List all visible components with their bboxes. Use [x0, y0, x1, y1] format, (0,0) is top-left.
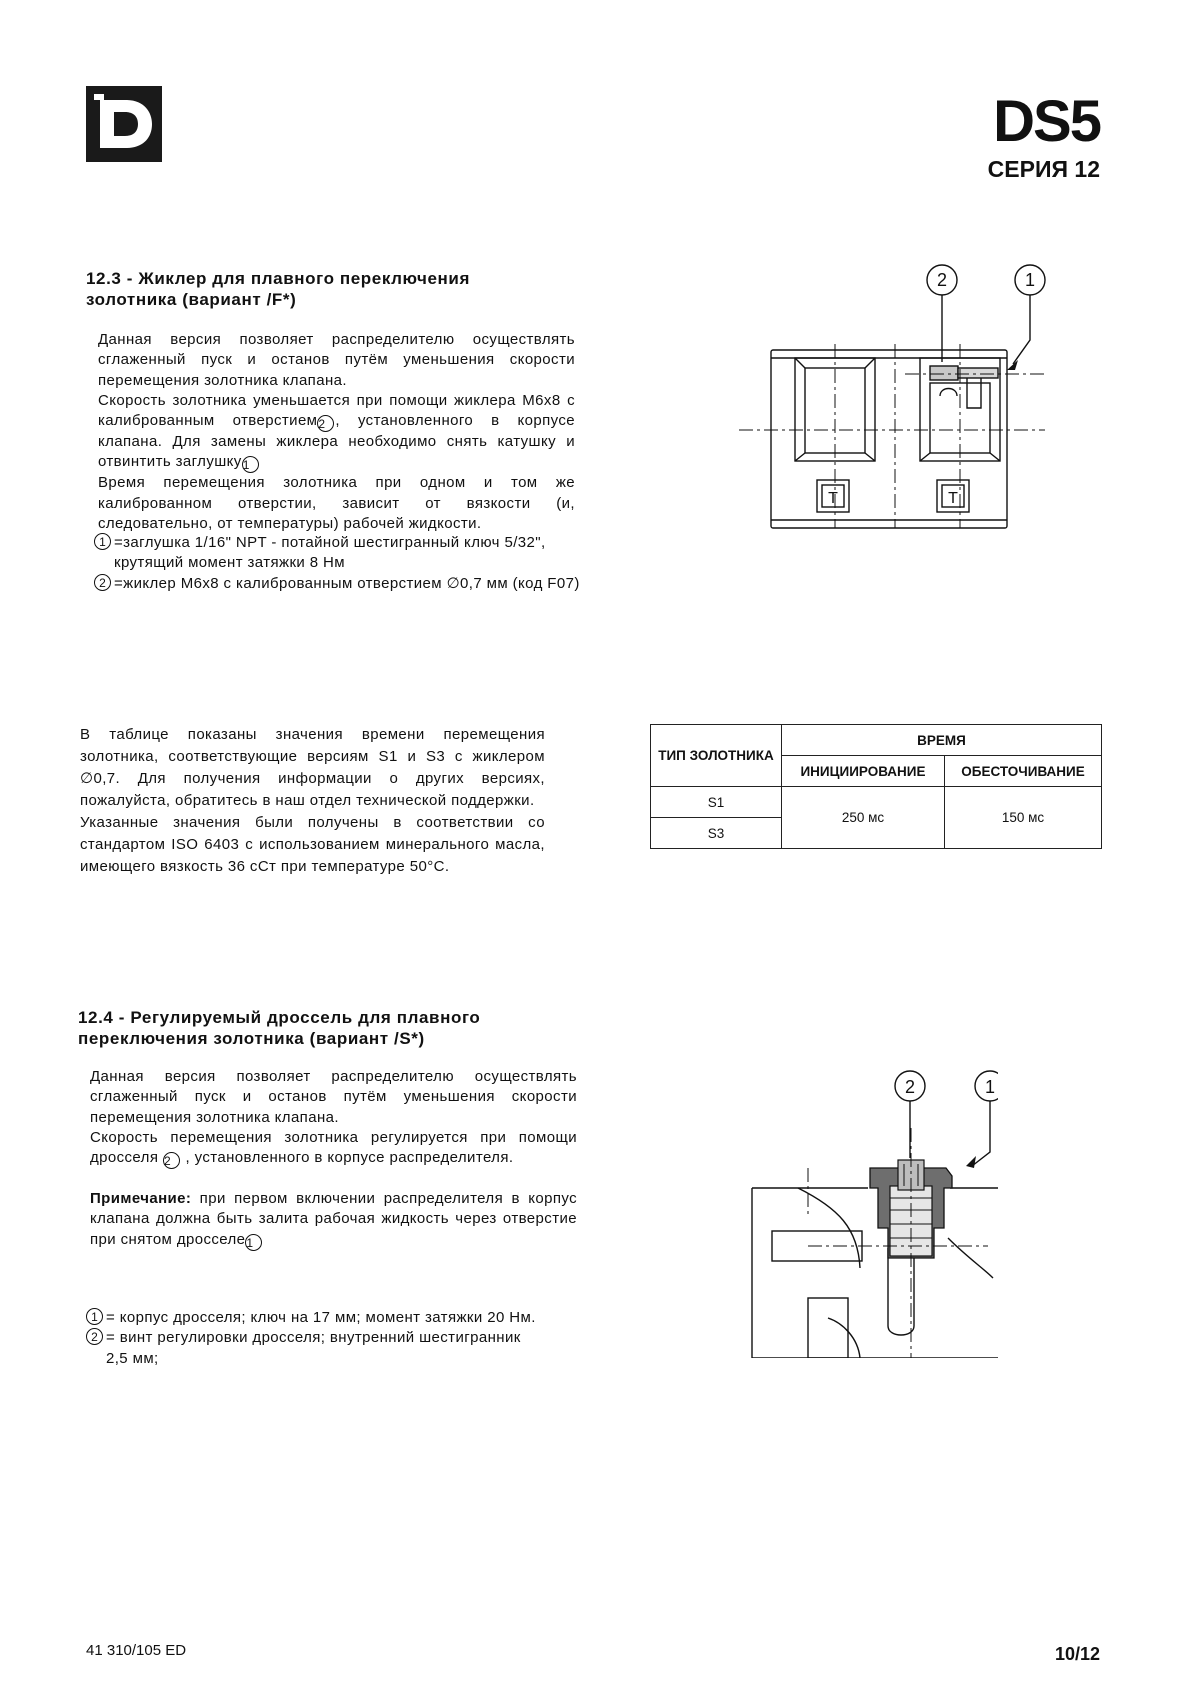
legend-item-2: 2 =жиклер М6х8 с калиброванным отверстием ∅0,7 мм (код F07): [94, 574, 584, 594]
svg-text:1: 1: [1024, 270, 1036, 290]
company-logo: [86, 86, 162, 162]
model-title: DS5: [993, 89, 1100, 154]
section-12-3-legend: [94, 533, 584, 594]
paragraph: Время перемещения золотника при одном и том же калиброванном отверстии, зависит от вязкости (и, следовательно, от температуры) рабочей жидкости.: [98, 474, 575, 533]
section-12-4-legend: [86, 1308, 586, 1369]
callout-2-icon: 2: [317, 415, 334, 432]
table-header-spool: ТИП ЗОЛОТНИКА: [651, 725, 782, 787]
table-cell-deenergize: 150 мс: [945, 787, 1102, 849]
paragraph: В таблице показаны значения времени перемещения золотника, соответствующие версиям S1 и S3 с жиклером ∅0,7. Для получения информации о других версиях, пожалуйста, обратитесь в наш отдел технической поддержки.: [80, 726, 545, 809]
port-t-label: T: [828, 490, 838, 507]
table-cell-spool: S3: [651, 818, 782, 849]
table-cell-spool: S1: [651, 787, 782, 818]
section-12-3-title: 12.3 - Жиклер для плавного переключения золотника (вариант /F*): [86, 269, 470, 309]
paragraph: Данная версия позволяет распределителю осуществлять сглаженный пуск и останов путём уменьшения скорости перемещения золотника клапана.: [98, 331, 575, 389]
table-header-init: ИНИЦИИРОВАНИЕ: [782, 756, 945, 787]
svg-text:1: 1: [984, 1077, 996, 1097]
paragraph: Скорость перемещения золотника регулируется при помощи дросселя 2 , установленного в корпусе распределителя.: [90, 1128, 577, 1169]
callout-1-icon: 1: [245, 1234, 262, 1251]
jet-cross-section-drawing: [735, 258, 1050, 533]
section-12-4-title: 12.4 - Регулируемый дроссель для плавного переключения золотника (вариант /S*): [78, 1008, 481, 1048]
svg-text:2: 2: [904, 1077, 916, 1097]
paragraph: Скорость золотника уменьшается при помощи жиклера М6х8 с калиброванным отверстием2 , установленного в корпусе клапана. Для замены жиклера необходимо снять катушку и отвинтить заглушку1: [98, 391, 576, 473]
paragraph: Данная версия позволяет распределителю осуществлять сглаженный пуск и останов путём уменьшения скорости перемещения золотника клапана.: [90, 1068, 577, 1126]
table-cell-init: 250 мс: [782, 787, 945, 849]
table-header-time: ВРЕМЯ: [782, 725, 1102, 756]
callout-1-icon: 1: [86, 1308, 103, 1325]
legend-item-1: 1 =заглушка 1/16" NPT - потайной шестигранный ключ 5/32", крутящий момент затяжки 8 Нм: [94, 533, 584, 574]
legend-item-1: 1 = корпус дросселя; ключ на 17 мм; момент затяжки 20 Нм.: [86, 1308, 586, 1328]
svg-text:2: 2: [936, 270, 948, 290]
callout-1-icon: 1: [94, 533, 111, 550]
page-number: 10/12: [1054, 1644, 1100, 1664]
section-12-3-body: [98, 330, 575, 534]
series-subtitle: СЕРИЯ 12: [987, 156, 1100, 182]
paragraph: Указанные значения были получены в соответствии со стандартом ISO 6403 с использованием минерального масла, имеющего вязкость 36 сСт при температуре 50°C.: [80, 814, 545, 875]
callout-2-icon: 2: [163, 1152, 180, 1169]
section-12-4-body: [90, 1067, 577, 1251]
callout-1-icon: 1: [242, 456, 259, 473]
table-description: [80, 724, 545, 878]
note-paragraph: Примечание: при первом включении распределителя в корпус клапана должна быть залита рабочая жидкость через отверстие при снятом дросселе1: [90, 1190, 577, 1250]
document-code: 41 310/105 ED: [86, 1642, 187, 1659]
throttle-cross-section-drawing: [748, 1068, 998, 1358]
callout-2-icon: 2: [94, 574, 111, 591]
port-t-label: T: [948, 490, 958, 507]
legend-item-2: 2 = винт регулировки дросселя; внутренний шестигранник 2,5 мм;: [86, 1328, 586, 1369]
callout-2-icon: 2: [86, 1328, 103, 1345]
spool-time-table: [650, 724, 1102, 849]
table-header-deenergize: ОБЕСТОЧИВАНИЕ: [945, 756, 1102, 787]
table-row: [651, 787, 1102, 818]
